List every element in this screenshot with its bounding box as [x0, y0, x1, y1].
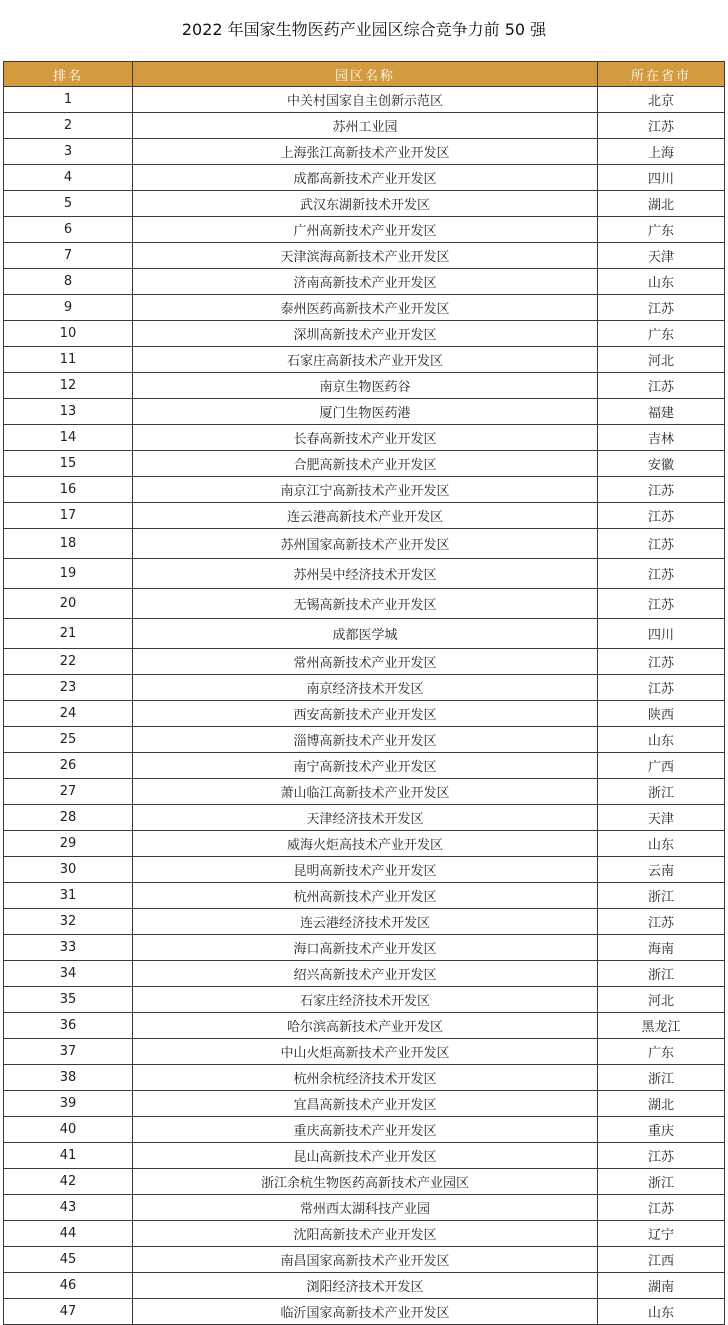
cell-park-name: 成都医学城 — [133, 619, 598, 649]
cell-park-name: 沈阳高新技术产业开发区 — [133, 1221, 598, 1247]
cell-rank: 30 — [4, 857, 133, 883]
cell-province: 浙江 — [598, 1065, 725, 1091]
cell-rank: 6 — [4, 217, 133, 243]
cell-park-name: 南宁高新技术产业开发区 — [133, 753, 598, 779]
cell-park-name: 杭州余杭经济技术开发区 — [133, 1065, 598, 1091]
cell-province: 江苏 — [598, 649, 725, 675]
cell-park-name: 萧山临江高新技术产业开发区 — [133, 779, 598, 805]
cell-park-name: 西安高新技术产业开发区 — [133, 701, 598, 727]
cell-province: 山东 — [598, 727, 725, 753]
cell-rank: 43 — [4, 1195, 133, 1221]
table-row — [4, 987, 725, 1013]
table-row — [4, 373, 725, 399]
table-row — [4, 1039, 725, 1065]
table-row — [4, 619, 725, 649]
cell-rank: 37 — [4, 1039, 133, 1065]
cell-park-name: 深圳高新技术产业开发区 — [133, 321, 598, 347]
cell-rank: 2 — [4, 113, 133, 139]
cell-rank: 11 — [4, 347, 133, 373]
cell-rank: 41 — [4, 1143, 133, 1169]
cell-province: 福建 — [598, 399, 725, 425]
table-row — [4, 909, 725, 935]
table-row — [4, 1013, 725, 1039]
cell-rank: 39 — [4, 1091, 133, 1117]
cell-park-name: 上海张江高新技术产业开发区 — [133, 139, 598, 165]
page-title: 2022 年国家生物医药产业园区综合竞争力前 50 强 — [181, 20, 547, 39]
table-row — [4, 399, 725, 425]
cell-province: 吉林 — [598, 425, 725, 451]
cell-province: 广东 — [598, 217, 725, 243]
cell-rank: 14 — [4, 425, 133, 451]
table-row — [4, 675, 725, 701]
cell-province: 四川 — [598, 165, 725, 191]
cell-park-name: 成都高新技术产业开发区 — [133, 165, 598, 191]
cell-province: 江苏 — [598, 559, 725, 589]
cell-rank: 25 — [4, 727, 133, 753]
cell-park-name: 常州西太湖科技产业园 — [133, 1195, 598, 1221]
table-row — [4, 191, 725, 217]
table-row — [4, 1117, 725, 1143]
table-row — [4, 753, 725, 779]
cell-rank: 32 — [4, 909, 133, 935]
table-row — [4, 559, 725, 589]
table-header — [4, 62, 725, 87]
cell-province: 山东 — [598, 1299, 725, 1325]
cell-rank: 27 — [4, 779, 133, 805]
cell-rank: 22 — [4, 649, 133, 675]
table-row — [4, 87, 725, 113]
cell-rank: 4 — [4, 165, 133, 191]
table-row — [4, 477, 725, 503]
cell-rank: 15 — [4, 451, 133, 477]
table-row — [4, 295, 725, 321]
cell-park-name: 济南高新技术产业开发区 — [133, 269, 598, 295]
table-row — [4, 1195, 725, 1221]
table-row — [4, 1169, 725, 1195]
table-row — [4, 243, 725, 269]
table-row — [4, 1273, 725, 1299]
cell-province: 云南 — [598, 857, 725, 883]
cell-park-name: 重庆高新技术产业开发区 — [133, 1117, 598, 1143]
cell-park-name: 广州高新技术产业开发区 — [133, 217, 598, 243]
ranking-table — [3, 61, 725, 1325]
cell-park-name: 绍兴高新技术产业开发区 — [133, 961, 598, 987]
cell-rank: 16 — [4, 477, 133, 503]
table-row — [4, 649, 725, 675]
cell-park-name: 威海火炬高技术产业开发区 — [133, 831, 598, 857]
table-row — [4, 1143, 725, 1169]
table-row — [4, 113, 725, 139]
table-row — [4, 425, 725, 451]
cell-park-name: 合肥高新技术产业开发区 — [133, 451, 598, 477]
cell-province: 江苏 — [598, 477, 725, 503]
cell-park-name: 厦门生物医药港 — [133, 399, 598, 425]
cell-province: 浙江 — [598, 1169, 725, 1195]
cell-rank: 35 — [4, 987, 133, 1013]
cell-rank: 34 — [4, 961, 133, 987]
cell-province: 江苏 — [598, 529, 725, 559]
cell-province: 河北 — [598, 347, 725, 373]
table-row — [4, 529, 725, 559]
table-row — [4, 217, 725, 243]
cell-park-name: 南昌国家高新技术产业开发区 — [133, 1247, 598, 1273]
cell-province: 安徽 — [598, 451, 725, 477]
cell-rank: 13 — [4, 399, 133, 425]
table-row — [4, 805, 725, 831]
cell-rank: 47 — [4, 1299, 133, 1325]
cell-rank: 26 — [4, 753, 133, 779]
cell-province: 辽宁 — [598, 1221, 725, 1247]
table-row — [4, 831, 725, 857]
cell-province: 浙江 — [598, 779, 725, 805]
cell-province: 黑龙江 — [598, 1013, 725, 1039]
header-row — [4, 62, 725, 87]
cell-province: 江苏 — [598, 373, 725, 399]
cell-province: 陕西 — [598, 701, 725, 727]
cell-rank: 8 — [4, 269, 133, 295]
cell-park-name: 天津滨海高新技术产业开发区 — [133, 243, 598, 269]
cell-park-name: 无锡高新技术产业开发区 — [133, 589, 598, 619]
cell-park-name: 长春高新技术产业开发区 — [133, 425, 598, 451]
cell-park-name: 石家庄高新技术产业开发区 — [133, 347, 598, 373]
cell-park-name: 苏州国家高新技术产业开发区 — [133, 529, 598, 559]
cell-park-name: 淄博高新技术产业开发区 — [133, 727, 598, 753]
cell-rank: 33 — [4, 935, 133, 961]
cell-province: 广东 — [598, 321, 725, 347]
table-row — [4, 1065, 725, 1091]
cell-park-name: 泰州医药高新技术产业开发区 — [133, 295, 598, 321]
cell-province: 湖北 — [598, 1091, 725, 1117]
cell-park-name: 昆山高新技术产业开发区 — [133, 1143, 598, 1169]
table-row — [4, 503, 725, 529]
table-row — [4, 779, 725, 805]
cell-rank: 19 — [4, 559, 133, 589]
cell-rank: 10 — [4, 321, 133, 347]
table-row — [4, 451, 725, 477]
table-row — [4, 727, 725, 753]
cell-rank: 42 — [4, 1169, 133, 1195]
cell-province: 江苏 — [598, 909, 725, 935]
cell-province: 湖南 — [598, 1273, 725, 1299]
cell-province: 江苏 — [598, 1143, 725, 1169]
header-park-name: 园区名称 — [133, 62, 598, 87]
cell-province: 广西 — [598, 753, 725, 779]
table-row — [4, 857, 725, 883]
cell-province: 江苏 — [598, 1195, 725, 1221]
cell-rank: 7 — [4, 243, 133, 269]
cell-rank: 29 — [4, 831, 133, 857]
cell-park-name: 南京经济技术开发区 — [133, 675, 598, 701]
cell-province: 海南 — [598, 935, 725, 961]
table-row — [4, 1221, 725, 1247]
cell-province: 江苏 — [598, 113, 725, 139]
table-row — [4, 883, 725, 909]
cell-rank: 17 — [4, 503, 133, 529]
cell-park-name: 连云港高新技术产业开发区 — [133, 503, 598, 529]
table-row — [4, 165, 725, 191]
cell-rank: 1 — [4, 87, 133, 113]
cell-province: 江西 — [598, 1247, 725, 1273]
cell-province: 四川 — [598, 619, 725, 649]
cell-park-name: 昆明高新技术产业开发区 — [133, 857, 598, 883]
header-province: 所在省市 — [598, 62, 725, 87]
table-row — [4, 935, 725, 961]
cell-park-name: 石家庄经济技术开发区 — [133, 987, 598, 1013]
cell-park-name: 浏阳经济技术开发区 — [133, 1273, 598, 1299]
cell-park-name: 哈尔滨高新技术产业开发区 — [133, 1013, 598, 1039]
cell-province: 山东 — [598, 269, 725, 295]
cell-park-name: 宜昌高新技术产业开发区 — [133, 1091, 598, 1117]
cell-park-name: 海口高新技术产业开发区 — [133, 935, 598, 961]
table-body — [4, 87, 725, 1325]
cell-province: 江苏 — [598, 589, 725, 619]
cell-rank: 9 — [4, 295, 133, 321]
cell-rank: 20 — [4, 589, 133, 619]
cell-province: 上海 — [598, 139, 725, 165]
cell-province: 浙江 — [598, 961, 725, 987]
cell-rank: 24 — [4, 701, 133, 727]
cell-province: 重庆 — [598, 1117, 725, 1143]
cell-park-name: 中山火炬高新技术产业开发区 — [133, 1039, 598, 1065]
cell-rank: 12 — [4, 373, 133, 399]
cell-province: 山东 — [598, 831, 725, 857]
cell-rank: 46 — [4, 1273, 133, 1299]
header-rank: 排名 — [4, 62, 133, 87]
cell-rank: 23 — [4, 675, 133, 701]
cell-park-name: 南京生物医药谷 — [133, 373, 598, 399]
table-row — [4, 1299, 725, 1325]
cell-province: 北京 — [598, 87, 725, 113]
cell-rank: 36 — [4, 1013, 133, 1039]
cell-park-name: 连云港经济技术开发区 — [133, 909, 598, 935]
table-row — [4, 269, 725, 295]
cell-park-name: 中关村国家自主创新示范区 — [133, 87, 598, 113]
cell-province: 天津 — [598, 243, 725, 269]
cell-province: 天津 — [598, 805, 725, 831]
cell-rank: 45 — [4, 1247, 133, 1273]
cell-park-name: 临沂国家高新技术产业开发区 — [133, 1299, 598, 1325]
cell-rank: 44 — [4, 1221, 133, 1247]
cell-province: 湖北 — [598, 191, 725, 217]
cell-province: 江苏 — [598, 295, 725, 321]
cell-province: 江苏 — [598, 675, 725, 701]
cell-rank: 3 — [4, 139, 133, 165]
cell-park-name: 武汉东湖新技术开发区 — [133, 191, 598, 217]
table-row — [4, 1091, 725, 1117]
cell-province: 浙江 — [598, 883, 725, 909]
table-row — [4, 1247, 725, 1273]
cell-rank: 18 — [4, 529, 133, 559]
cell-rank: 31 — [4, 883, 133, 909]
cell-rank: 38 — [4, 1065, 133, 1091]
table-row — [4, 139, 725, 165]
cell-rank: 21 — [4, 619, 133, 649]
table-row — [4, 701, 725, 727]
cell-province: 江苏 — [598, 503, 725, 529]
cell-rank: 28 — [4, 805, 133, 831]
cell-rank: 40 — [4, 1117, 133, 1143]
table-row — [4, 589, 725, 619]
cell-park-name: 苏州吴中经济技术开发区 — [133, 559, 598, 589]
cell-park-name: 杭州高新技术产业开发区 — [133, 883, 598, 909]
cell-province: 广东 — [598, 1039, 725, 1065]
cell-park-name: 天津经济技术开发区 — [133, 805, 598, 831]
cell-park-name: 南京江宁高新技术产业开发区 — [133, 477, 598, 503]
cell-park-name: 常州高新技术产业开发区 — [133, 649, 598, 675]
table-row — [4, 321, 725, 347]
cell-park-name: 浙江余杭生物医药高新技术产业园区 — [133, 1169, 598, 1195]
cell-rank: 5 — [4, 191, 133, 217]
table-row — [4, 347, 725, 373]
cell-province: 河北 — [598, 987, 725, 1013]
table-row — [4, 961, 725, 987]
cell-park-name: 苏州工业园 — [133, 113, 598, 139]
